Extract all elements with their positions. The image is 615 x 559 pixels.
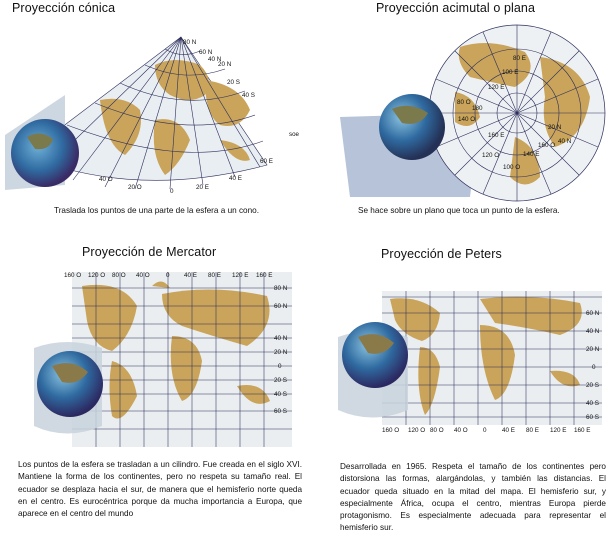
svg-text:60 N: 60 N [199,49,213,56]
peters-caption: Desarrollada en 1965. Respeta el tamaño de los continentes pero distorsiona las formas, alargándolas, y también las distancias. El ecuador queda situado en la mitad del mapa. El hemisferio sur, y especialmente África, ocupa el centro, mientras Europa pierde protagonismo. Es especialmente adecuada para representar el hemisferio sur. [340,462,606,533]
svg-text:20 S: 20 S [274,377,287,384]
svg-text:40 E: 40 E [229,175,242,182]
svg-text:60 S: 60 S [586,414,599,421]
conic-title: Proyección cónica [12,1,116,15]
azimuthal-diagram [340,17,615,202]
svg-text:80 O: 80 O [430,427,444,434]
svg-text:120 O: 120 O [482,152,500,159]
svg-text:160 O: 160 O [538,142,556,149]
svg-text:120 E: 120 E [550,427,567,434]
svg-text:20 S: 20 S [586,382,599,389]
svg-text:120 O: 120 O [408,427,426,434]
svg-text:40 O: 40 O [136,272,150,279]
svg-text:20 O: 20 O [128,184,142,191]
azimuthal-globe [379,94,445,160]
conic-caption: Traslada los puntos de una parte de la esfera a un cono. [54,206,259,215]
svg-text:20 N: 20 N [548,124,562,131]
svg-text:100 E: 100 E [502,69,519,76]
svg-text:40 N: 40 N [274,335,288,342]
svg-text:60 N: 60 N [274,303,288,310]
svg-text:40 E: 40 E [502,427,515,434]
svg-text:80 N: 80 N [183,39,197,46]
svg-text:120 E: 120 E [232,272,249,279]
svg-text:40 N: 40 N [558,138,572,145]
svg-text:40 E: 40 E [184,272,197,279]
svg-text:80 N: 80 N [274,285,288,292]
svg-text:160 E: 160 E [256,272,273,279]
svg-text:60 S: 60 S [274,408,287,415]
svg-text:80 E: 80 E [526,427,539,434]
svg-text:140 E: 140 E [523,151,540,158]
svg-text:20 N: 20 N [274,349,288,356]
mercator-diagram [12,266,302,451]
svg-text:120 O: 120 O [88,272,106,279]
svg-text:0: 0 [170,188,174,195]
svg-text:20 N: 20 N [586,346,600,353]
svg-text:0: 0 [592,364,596,371]
svg-text:40 N: 40 N [586,328,600,335]
svg-text:80 O: 80 O [457,99,471,106]
peters-globe [342,322,408,388]
svg-text:180: 180 [472,105,483,112]
svg-text:40 S: 40 S [274,391,287,398]
svg-text:160 E: 160 E [488,132,505,139]
conic-diagram [5,25,305,215]
svg-text:40 O: 40 O [454,427,468,434]
svg-text:0: 0 [278,363,282,370]
svg-text:80 O: 80 O [112,272,126,279]
conic-globe [11,119,79,187]
azimuthal-title: Proyección acimutal o plana [376,1,536,15]
svg-text:60 E: 60 E [260,158,273,165]
svg-text:80 E: 80 E [208,272,221,279]
mercator-title: Proyección de Mercator [82,245,217,259]
svg-text:100 O: 100 O [503,164,521,171]
svg-text:0: 0 [483,427,487,434]
svg-text:160 O: 160 O [64,272,82,279]
svg-text:40 N: 40 N [208,56,222,63]
svg-text:60 N: 60 N [586,310,600,317]
svg-text:20 E: 20 E [196,184,209,191]
svg-text:160 O: 160 O [382,427,400,434]
peters-diagram [330,275,610,445]
svg-text:20 N: 20 N [218,61,232,68]
svg-text:0: 0 [166,272,170,279]
svg-text:120 E: 120 E [488,84,505,91]
svg-text:40 S: 40 S [586,400,599,407]
svg-text:140 O: 140 O [458,116,476,123]
svg-text:80 E: 80 E [513,55,526,62]
mercator-caption: Los puntos de la esfera se trasladan a un cilindro. Fue creada en el siglo XVI. Mantiene la forma de los continentes, pero no respeta su tamaño real. El ecuador se desplaza hacia el sur, de manera que el hemisferio norte queda en el centro. Es eurocéntrica porque da mucha importancia a Europa, que aparece en el centro del mundo [18,460,302,519]
peters-title: Proyección de Peters [381,247,502,261]
svg-text:40 S: 40 S [242,92,255,99]
svg-text:40 O: 40 O [99,176,113,183]
svg-text:160 E: 160 E [574,427,591,434]
mercator-globe [37,351,103,417]
azimuthal-caption: Se hace sobre un plano que toca un punto de la esfera. [358,206,560,215]
svg-text:20 S: 20 S [227,79,240,86]
conic-stray-label: soe [289,131,299,138]
